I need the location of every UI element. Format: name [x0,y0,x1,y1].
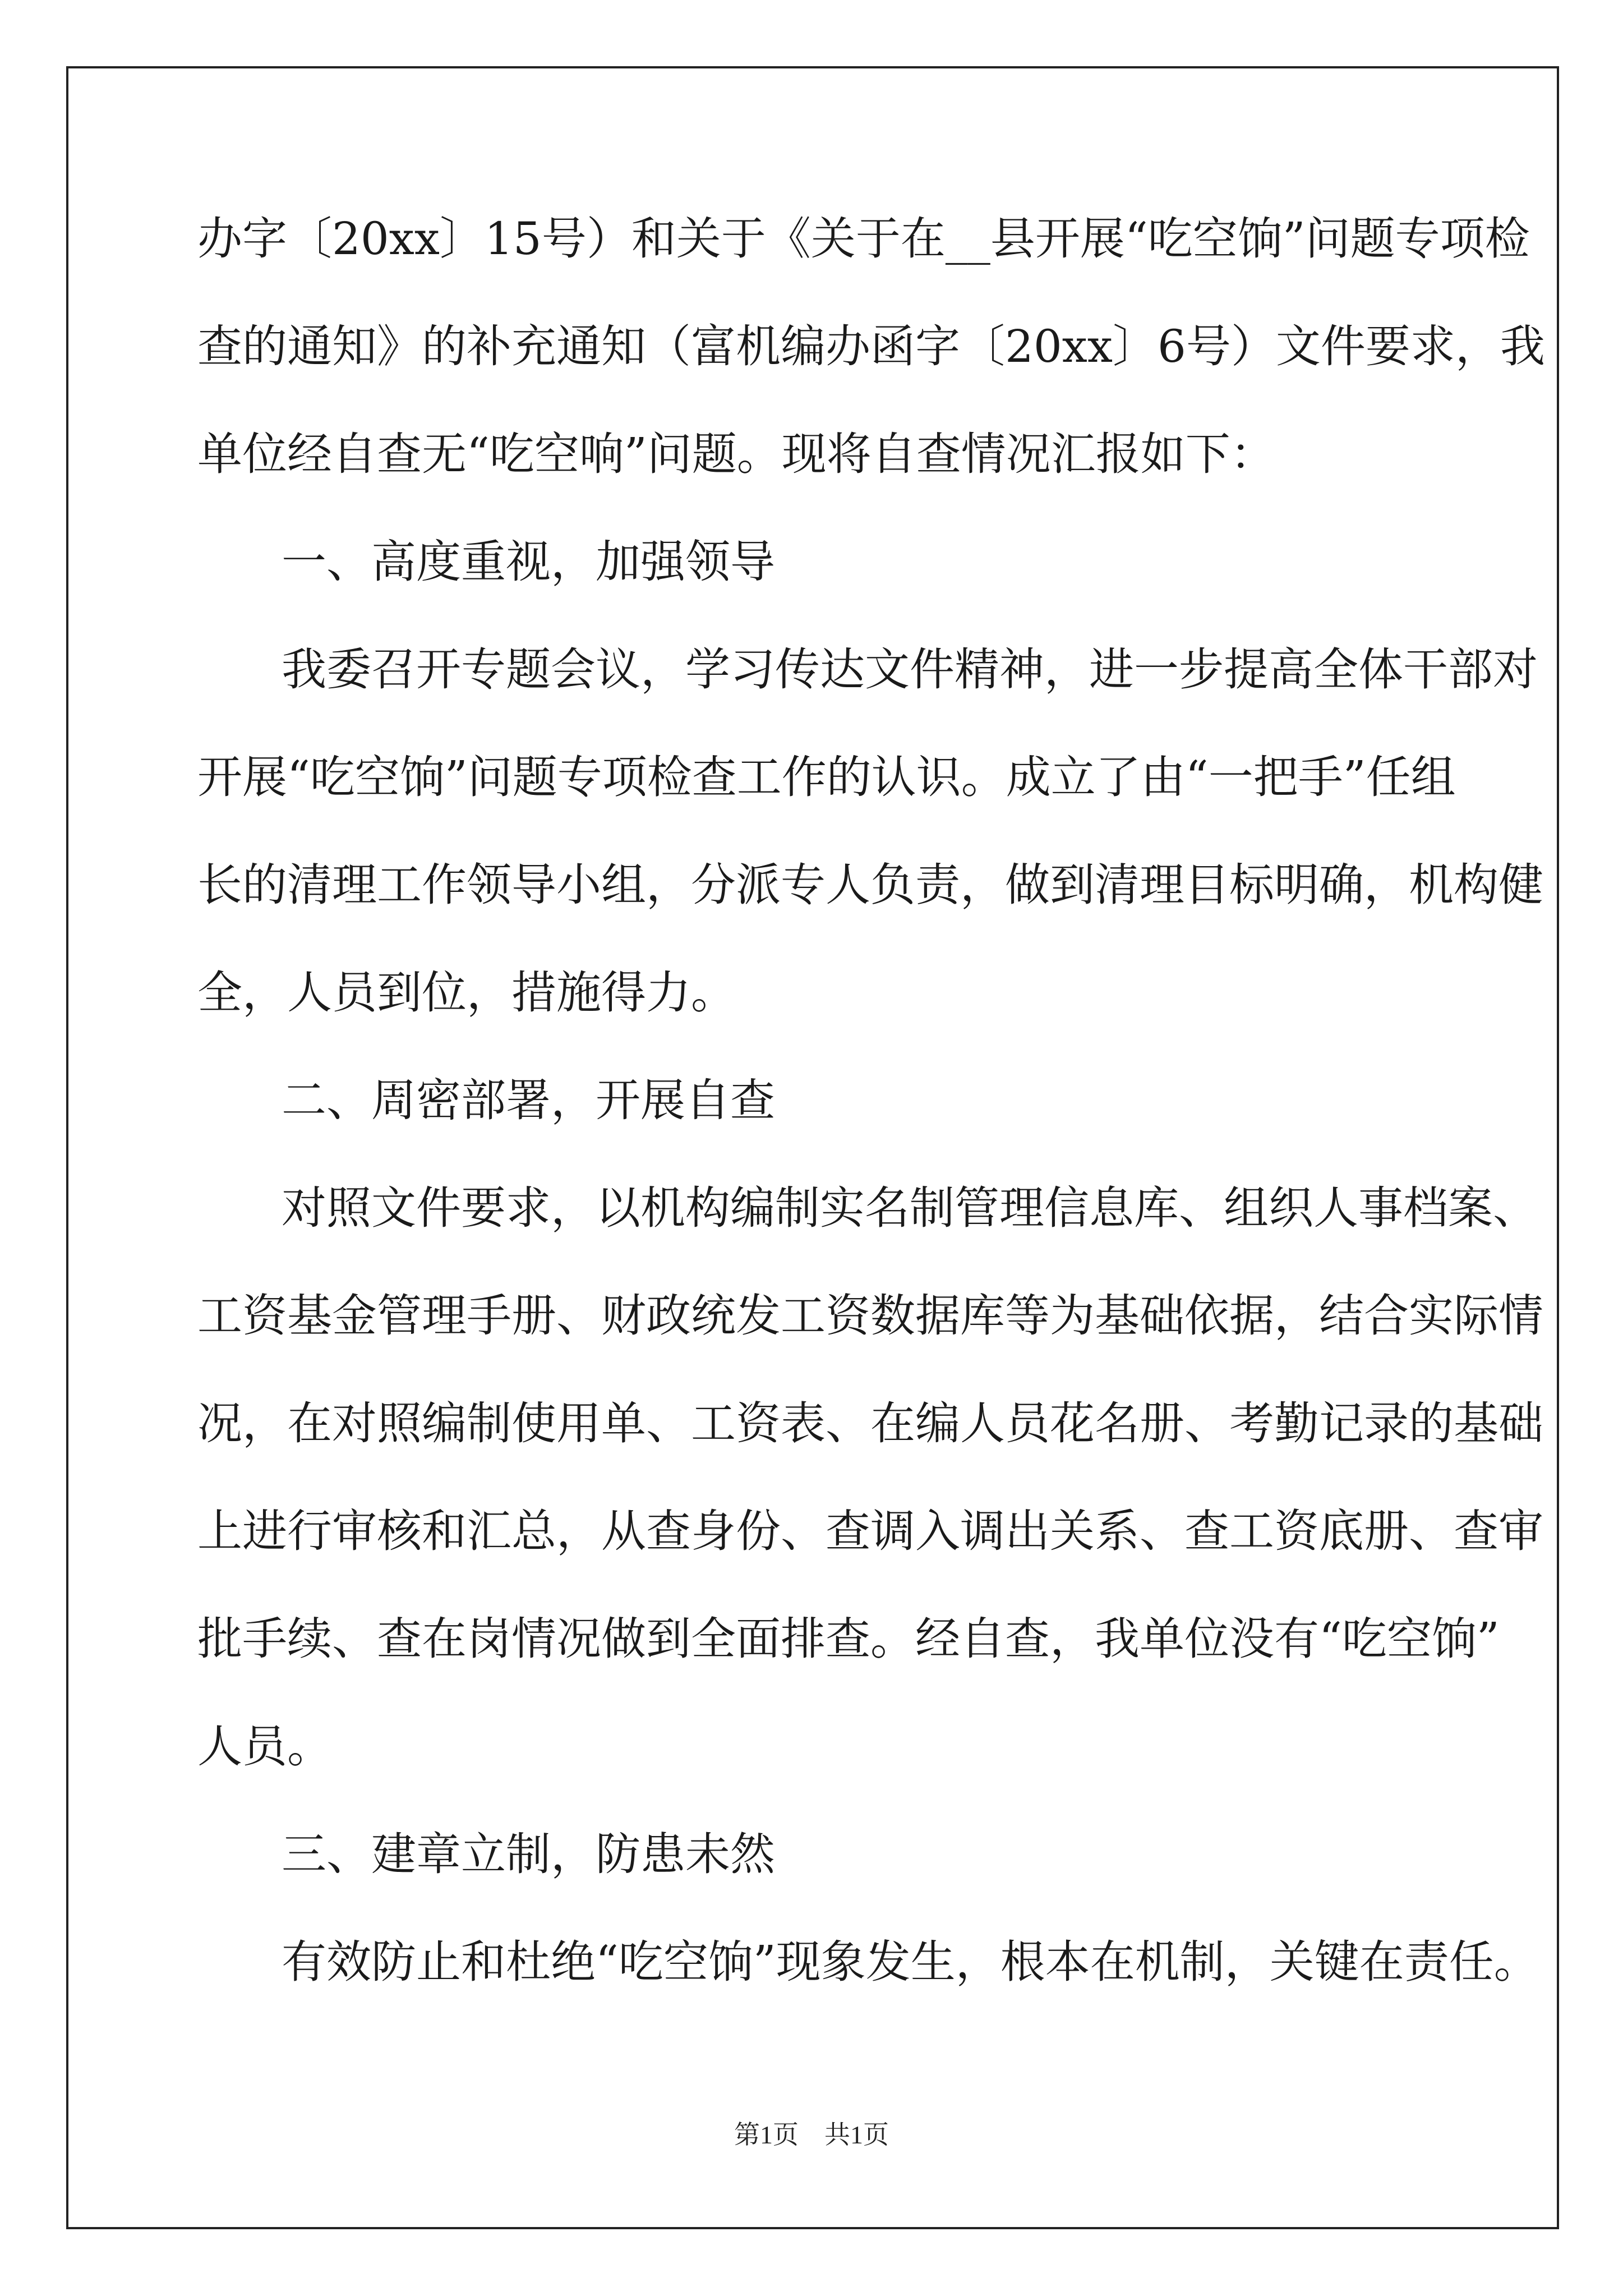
page-number-footer: 第1页 共1页 [734,2120,889,2149]
section-heading-2: 二、周密部署，开展自查 [282,1074,775,1126]
text-line: 全，人员到位，措施得力。 [197,967,736,1019]
section-heading-3: 三、建章立制，防患未然 [282,1828,775,1880]
document-body [197,212,1545,2043]
text-line: 我委召开专题会议，学习传达文件精神，进一步提高全体干部对 [282,643,1538,696]
text-line: 上进行审核和汇总，从查身份、查调入调出关系、查工资底册、查审 [197,1505,1543,1557]
text-line: 单位经自查无“吃空响”问题。现将自查情况汇报如下： [197,428,1275,480]
text-line: 有效防止和杜绝“吃空饷”现象发生，根本在机制，关键在责任。 [282,1936,1539,1988]
text-line: 况，在对照编制使用单、工资表、在编人员花名册、考勤记录的基础 [197,1397,1543,1450]
text-line: 批手续、查在岗情况做到全面排查。经自查，我单位没有“吃空饷” [197,1613,1500,1665]
text-line: 对照文件要求，以机构编制实名制管理信息库、组织人事档案、 [282,1182,1538,1234]
text-line: 办字〔20xx〕15号）和关于《关于在__县开展“吃空饷”问题专项检 [197,213,1530,265]
text-line: 长的清理工作领导小组，分派专人负责，做到清理目标明确，机构健 [197,859,1543,911]
text-line: 工资基金管理手册、财政统发工资数据库等为基础依据，结合实际情 [197,1290,1543,1342]
text-line: 查的通知》的补充通知（富机编办函字〔20xx〕6号）文件要求，我 [197,320,1545,372]
text-line: 人员。 [197,1720,332,1773]
section-heading-1: 一、高度重视，加强领导 [282,536,775,588]
text-line: 开展“吃空饷”问题专项检查工作的认识。成立了由“一把手”任组 [197,751,1456,803]
